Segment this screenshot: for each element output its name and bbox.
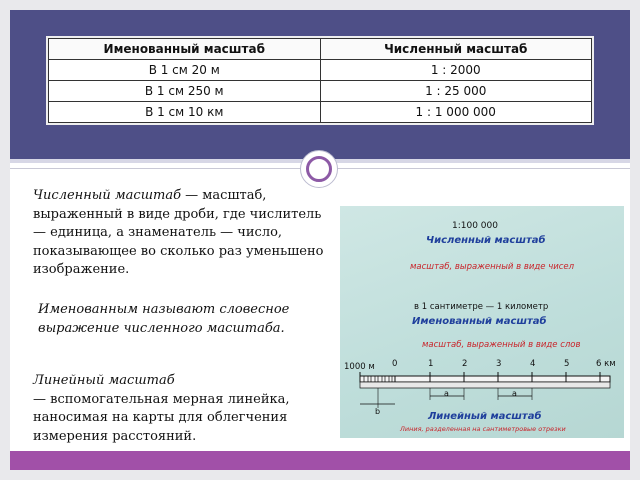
ruler-a-label: a [444,389,449,398]
numeric-scale-paragraph [33,187,333,280]
cell-numeric: 1 : 25 000 [320,81,592,102]
scale-table [48,38,592,123]
table-row [49,60,592,81]
linear-scale-paragraph [33,372,353,446]
fig-numeric-title: Численный масштаб [426,235,546,246]
named-scale-paragraph: Именованным называют словесное выражение численного масштаба. [38,302,290,336]
header-numeric: Численный масштаб [320,39,592,60]
cell-named: В 1 см 250 м [49,81,321,102]
numeric-scale-definition: — масштаб, выраженный в виде дроби, где числитель — единица, а знаменатель — число, показывающее во сколько раз уменьшено изображение. [33,188,324,277]
linear-scale-term: Линейный масштаб [33,373,175,388]
table-row [49,81,592,102]
cell-named: В 1 см 10 км [49,102,321,123]
ring-icon [306,156,332,182]
ruler-tick-label: 0 [392,359,398,369]
ruler-tick-label: 1 [428,359,434,369]
cell-named: В 1 см 20 м [49,60,321,81]
fig-named-value: в 1 сантиметре — 1 километр [414,302,549,312]
fig-named-title: Именованный масштаб [412,316,547,327]
fig-linear-title: Линейный масштаб [428,411,542,422]
circle-ornament [300,150,338,188]
numeric-scale-term: Численный масштаб [33,188,182,203]
scale-illustration [340,206,624,438]
header-named: Именованный масштаб [49,39,321,60]
ruler-left-label: 1000 м [344,362,375,372]
slide [10,10,630,470]
footer-bar [10,451,630,470]
table-row [49,102,592,123]
linear-scale-definition: — вспомогательная мерная линейка, наносимая на карты для облегчения измерения расстояний. [33,391,290,444]
ruler-graphic [340,206,624,438]
fig-ratio: 1:100 000 [452,221,498,231]
ruler-tick-label: 4 [530,359,536,369]
table-header-row [49,39,592,60]
cell-numeric: 1 : 1 000 000 [320,102,592,123]
fig-numeric-note: масштаб, выраженный в виде чисел [410,262,575,272]
ruler-b-label: b [375,407,381,416]
ruler-tick-label: 2 [462,359,468,369]
cell-numeric: 1 : 2000 [320,60,592,81]
ruler-tick-label: 6 км [596,359,616,369]
fig-named-note: масштаб, выраженный в виде слов [422,340,581,350]
ruler-tick-label: 5 [564,359,570,369]
ruler-a-label: a [512,389,517,398]
fig-linear-note: Линия, разделенная на сантиметровые отрезки [400,425,566,433]
ruler-tick-label: 3 [496,359,502,369]
